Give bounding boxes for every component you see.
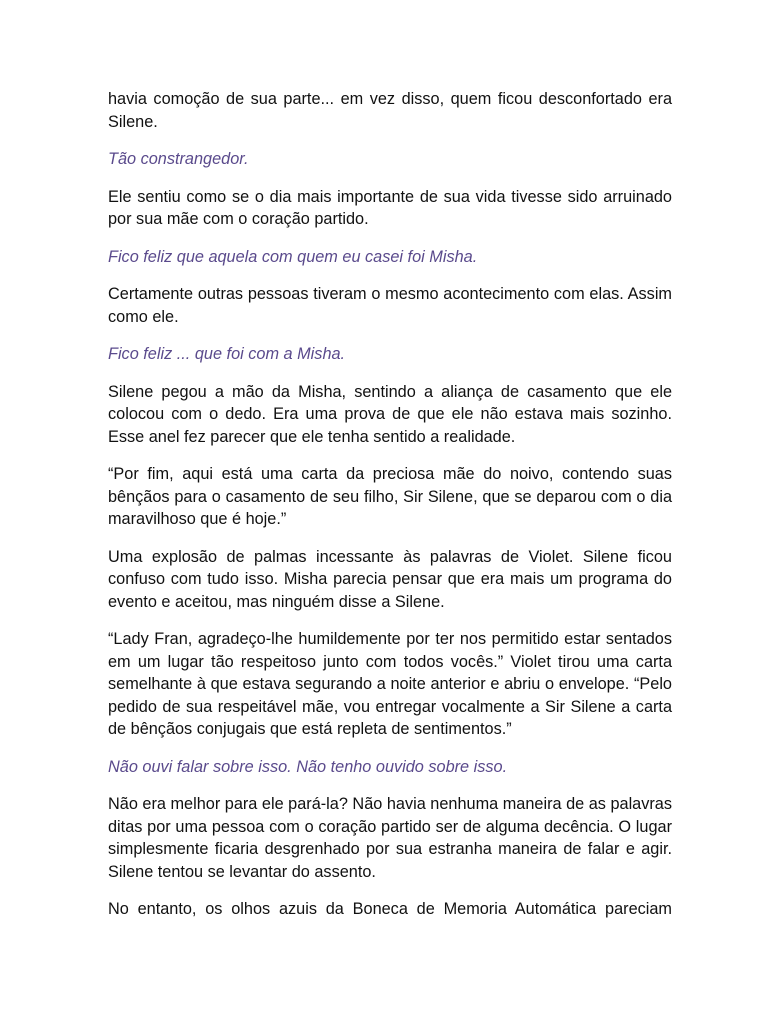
paragraph-2: Ele sentiu como se o dia mais importante de sua vida tivesse sido arruinado por sua mãe com o coração partido.	[108, 187, 672, 228]
paragraph-6: Uma explosão de palmas incessante às palavras de Violet. Silene ficou confuso com tudo isso. Misha parecia pensar que era mais um programa do evento e aceitou, mas ninguém disse a Silene.	[108, 547, 672, 611]
thought-1: Tão constrangedor.	[108, 150, 249, 168]
thought-3: Fico feliz ... que foi com a Misha.	[108, 345, 346, 363]
paragraph-7: “Lady Fran, agradeço-lhe humildemente por ter nos permitido estar sentados em um lugar tão respeitoso junto com todos vocês.” Violet tirou uma carta semelhante à que estava segurando a noite anterior e abriu o envelope. “Pelo pedido de sua respeitável mãe, vou entregar vocalmente a Sir Silene a carta de bênçãos conjugais que está repleta de sentimentos.”	[108, 630, 672, 738]
paragraph-4: Silene pegou a mão da Misha, sentindo a aliança de casamento que ele colocou com o dedo. Era uma prova de que ele não estava mais sozinho. Esse anel fez parecer que ele tenha sentido a realidade.	[108, 382, 672, 446]
paragraph-9: No entanto, os olhos azuis da Boneca de Memoria Automática pareciam	[108, 900, 672, 918]
paragraph-5: “Por fim, aqui está uma carta da preciosa mãe do noivo, contendo suas bênçãos para o casamento de seu filho, Sir Silene, que se deparou com o dia maravilhoso que é hoje.”	[108, 465, 672, 528]
thought-2: Fico feliz que aquela com quem eu casei foi Misha.	[108, 247, 478, 266]
thought-4: Não ouvi falar sobre isso. Não tenho ouvido sobre isso.	[108, 757, 508, 776]
paragraph-8: Não era melhor para ele pará-la? Não havia nenhuma maneira de as palavras ditas por uma pessoa com o coração partido ser de alguma decência. O lugar simplesmente ficaria desgrenhado por sua estranha maneira de falar e agir. Silene tentou se levantar do assento.	[108, 795, 672, 881]
paragraph-3: Certamente outras pessoas tiveram o mesmo acontecimento com elas. Assim como ele.	[108, 285, 672, 326]
paragraph-1: havia comoção de sua parte... em vez disso, quem ficou desconfortado era Silene.	[108, 90, 672, 131]
document-page	[108, 88, 672, 936]
